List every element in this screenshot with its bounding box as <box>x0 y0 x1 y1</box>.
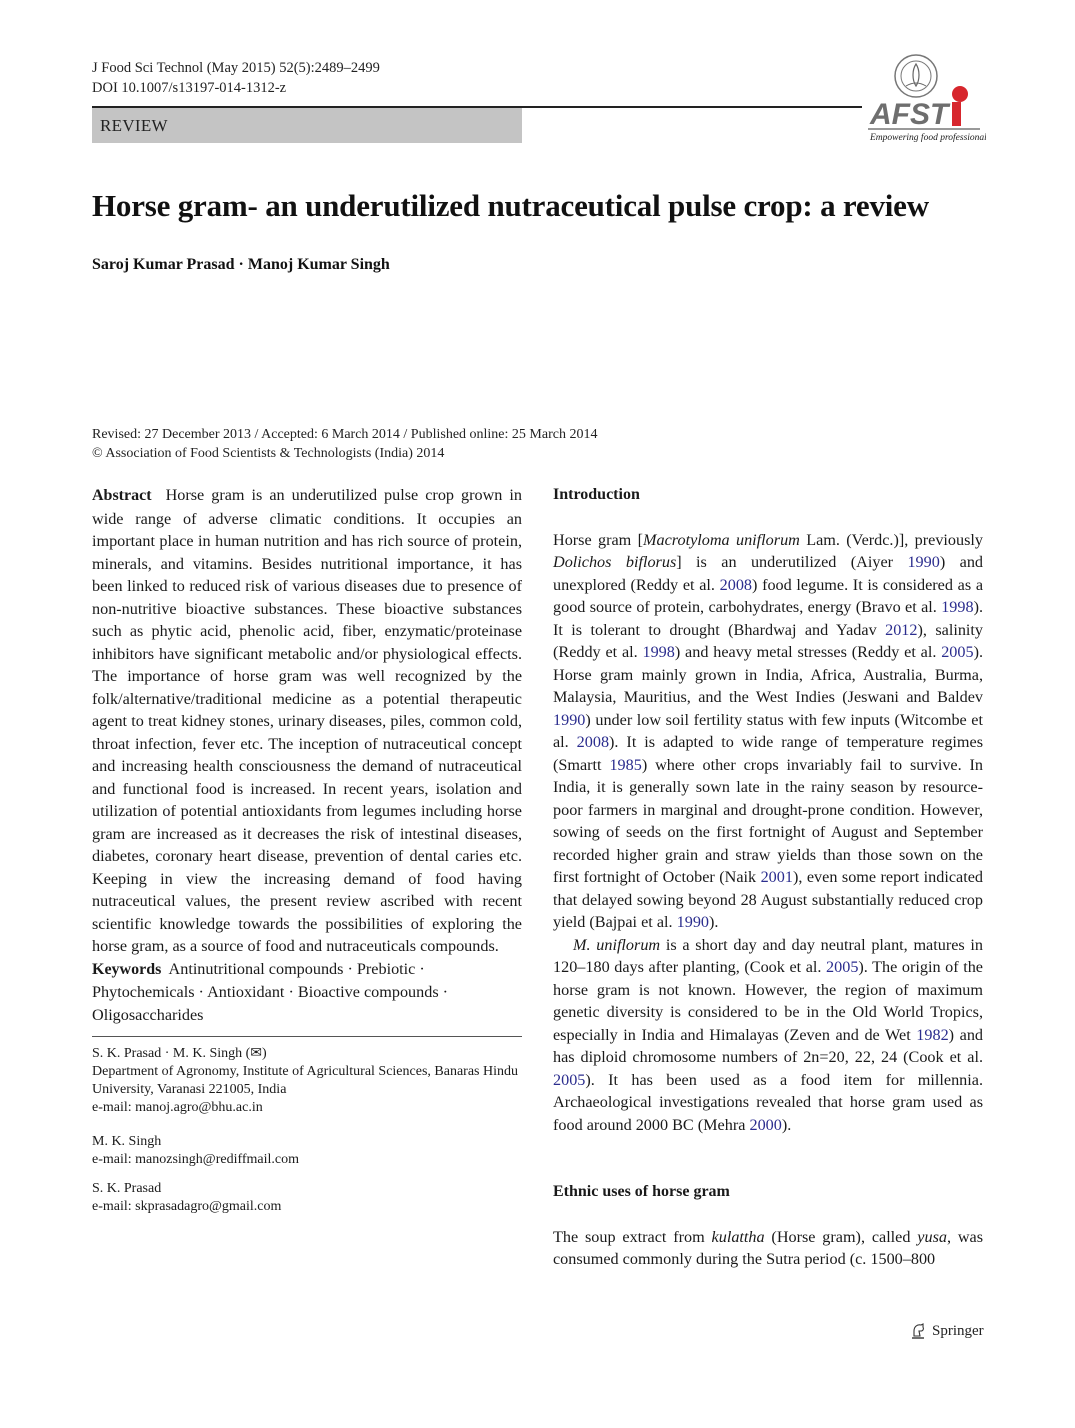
afsti-logo-icon <box>868 52 986 148</box>
publisher-name: Springer <box>932 1322 984 1339</box>
text-run: (Horse gram), called <box>764 1227 918 1246</box>
italic-term: Macrotyloma uniflorum <box>643 530 800 549</box>
text-run: Horse gram [ <box>553 530 644 549</box>
reference-link[interactable]: 1990 <box>553 710 586 729</box>
reference-link[interactable]: 1982 <box>916 1025 949 1044</box>
text-run: ) where other crops invariably fail to survive. In India, it is generally sown late in the rainy season by resource-poor farmers in marginal and drought-prone condition. However, sowing of seeds on the first fortnight of August and September recorded higher grain and straw yields than those sown on the first fortnight of October (Naik <box>553 755 984 886</box>
afsti-logo <box>868 52 986 148</box>
text-run: ). It is tolerant to drought (Bhardwaj and Yadav <box>553 598 983 639</box>
affiliation-authors: S. K. Prasad · M. K. Singh (✉) <box>92 1046 267 1061</box>
affiliations <box>92 1045 522 1216</box>
ethnic-uses-paragraph-1 <box>553 1226 983 1271</box>
article-history <box>92 425 597 463</box>
reference-link[interactable]: 2012 <box>885 620 918 639</box>
affiliation-email[interactable]: e-mail: manozsingh@rediffmail.com <box>92 1152 300 1167</box>
text-run: ) under low soil fertility status with few inputs (Witcombe et al. <box>553 710 983 751</box>
text-run: ). It has been used as a food item for millennia. Archaeological investigations revealed that horse gram used as food around 2000 BC (Mehra <box>553 1070 983 1134</box>
text-run: is a short day and day neutral plant, matures in 120–180 days after planting, (Cook et al. <box>553 935 984 976</box>
reference-link[interactable]: 2000 <box>749 1115 782 1134</box>
right-column <box>553 484 983 1271</box>
abstract <box>92 484 522 958</box>
text-run: ), salinity (Reddy et al. <box>553 620 983 661</box>
publisher-mark <box>910 1322 984 1340</box>
text-run: ) and heavy metal stresses (Reddy et al. <box>674 643 942 661</box>
reference-link[interactable]: 2005 <box>941 643 974 661</box>
text-run: ) and unexplored (Reddy et al. <box>553 553 984 594</box>
reference-link[interactable]: 1990 <box>676 913 709 931</box>
journal-line: J Food Sci Technol (May 2015) 52(5):2489–2499 <box>92 60 380 76</box>
text-run: , was consumed commonly during the Sutra period (c. 1500–800 <box>553 1227 984 1268</box>
svg-text:AFST: AFST <box>870 98 949 131</box>
text-run: ). It is adapted to wide range of temperature regimes (Smartt <box>553 733 983 774</box>
affiliation-email[interactable]: e-mail: manoj.agro@bhu.ac.in <box>92 1100 263 1115</box>
reference-link[interactable]: 2008 <box>576 733 610 751</box>
text-run: ). The origin of the horse gram is not known. However, the region of maximum genetic diversity is considered to be in the Old World Tropics, especially in India and Himalayas (Zeven and de Wet <box>553 958 983 1044</box>
affiliation-email[interactable]: e-mail: skprasadagro@gmail.com <box>92 1199 282 1214</box>
keywords-text: Antinutritional compounds · Prebiotic · Phytochemicals · Antioxidant · Bioactive compounds · Oligosaccharides <box>92 959 449 1024</box>
affiliation-separator <box>92 1036 522 1037</box>
introduction-paragraph-2 <box>553 934 983 1137</box>
text-run: ), even some report indicated that delayed sowing beyond 28 August substantially reduced crop yield (Bajpai et al. <box>553 868 983 931</box>
text-run: Lam. (Verdc.)], previously <box>799 530 983 549</box>
text-run: ) food legume. It is considered as a good source of protein, carbohydrates, energy (Bravo et al. <box>553 575 983 616</box>
italic-term: M. uniflorum <box>573 935 661 954</box>
reference-link[interactable]: 1998 <box>642 643 675 661</box>
article-type-label: REVIEW <box>100 116 168 135</box>
text-run: ] is an underutilized (Aiyer <box>676 553 908 571</box>
article-type-bar <box>92 108 522 143</box>
copyright-notice: © Association of Food Scientists & Technologists (India) 2014 <box>92 446 445 461</box>
reference-link[interactable]: 1998 <box>941 598 974 616</box>
section-heading-introduction: Introduction <box>553 486 640 503</box>
abstract-text: Horse gram is an underutilized pulse crop grown in wide range of adverse climatic conditions. It occupies an important place in human nutrition and has rich source of protein, minerals, and vitamins. Besides nutritional importance, it has been linked to reduced risk of various diseases due to presence of non-nutritive bioactive substances. These bioactive substances such as phytic acid, phenolic acid, fiber, enzymatic/proteinase inhibitors have significant metabolic and/or physiological effects. The importance of horse gram was well recognized by the folk/alternative/traditional medicine as a potential therapeutic agent to treat kidney stones, urinary diseases, piles, common cold, throat infection, fever etc. The inception of nutraceutical concept and increasing health consciousness the demand of nutraceutical and functional food is increased. In recent years, isolation and utilization of potential antioxidants from legumes including horse gram are increased as it decreases the risk of intestinal diseases, diabetes, coronary heart disease, prevention of dental caries etc. Keeping in view the increasing demand of food having nutraceutical values, the present review ascribed with recent scientific knowledge towards the possibilities of exploring the horse gram, as a source of food and nutraceuticals compounds. <box>92 486 522 955</box>
affiliation-department: Department of Agronomy, Institute of Agricultural Sciences, Banaras Hindu University, Varanasi 221005, India <box>92 1064 518 1097</box>
author-list: Saroj Kumar Prasad · Manoj Kumar Singh <box>92 256 390 273</box>
doi[interactable]: DOI 10.1007/s13197-014-1312-z <box>92 80 287 96</box>
text-run: The soup extract from <box>553 1227 712 1246</box>
reference-link[interactable]: 1990 <box>907 553 940 571</box>
affiliation-1 <box>92 1045 522 1117</box>
section-heading-ethnic-uses: Ethnic uses of horse gram <box>553 1183 730 1200</box>
affiliation-author: M. K. Singh <box>92 1134 162 1149</box>
text-run: ). Horse gram mainly grown in India, Africa, Australia, Burma, Malaysia, Mauritius, and the West Indies (Jeswani and Baldev <box>553 643 983 706</box>
logo-tagline: Empowering food professionals <box>870 133 986 143</box>
introduction-paragraph-1 <box>553 529 983 934</box>
italic-term: yusa <box>917 1227 947 1246</box>
affiliation-author: S. K. Prasad <box>92 1181 162 1196</box>
text-run: ) and has diploid chromosome numbers of 2n=20, 22, 24 (Cook et al. <box>553 1025 984 1066</box>
paper-title: Horse gram- an underutilized nutraceutical pulse crop: a review <box>92 188 929 223</box>
text-run: ). <box>781 1115 792 1134</box>
reference-link[interactable]: 2001 <box>760 868 793 886</box>
affiliation-3 <box>92 1180 522 1216</box>
italic-term: Dolichos biflorus <box>553 553 677 571</box>
reference-link[interactable]: 2005 <box>553 1070 586 1089</box>
italic-term: kulattha <box>711 1227 765 1246</box>
history-dates: Revised: 27 December 2013 / Accepted: 6 March 2014 / Published online: 25 March 2014 <box>92 427 598 442</box>
reference-link[interactable]: 2008 <box>719 575 752 594</box>
left-column <box>92 484 522 1227</box>
affiliation-2 <box>92 1133 522 1169</box>
keywords-label: Keywords <box>92 960 162 978</box>
reference-link[interactable]: 1985 <box>609 755 642 774</box>
springer-horse-icon <box>910 1322 928 1340</box>
reference-link[interactable]: 2005 <box>826 958 859 976</box>
keywords <box>92 958 522 1027</box>
journal-citation <box>92 58 380 98</box>
text-run: ). <box>709 913 719 931</box>
abstract-label: Abstract <box>92 487 152 504</box>
